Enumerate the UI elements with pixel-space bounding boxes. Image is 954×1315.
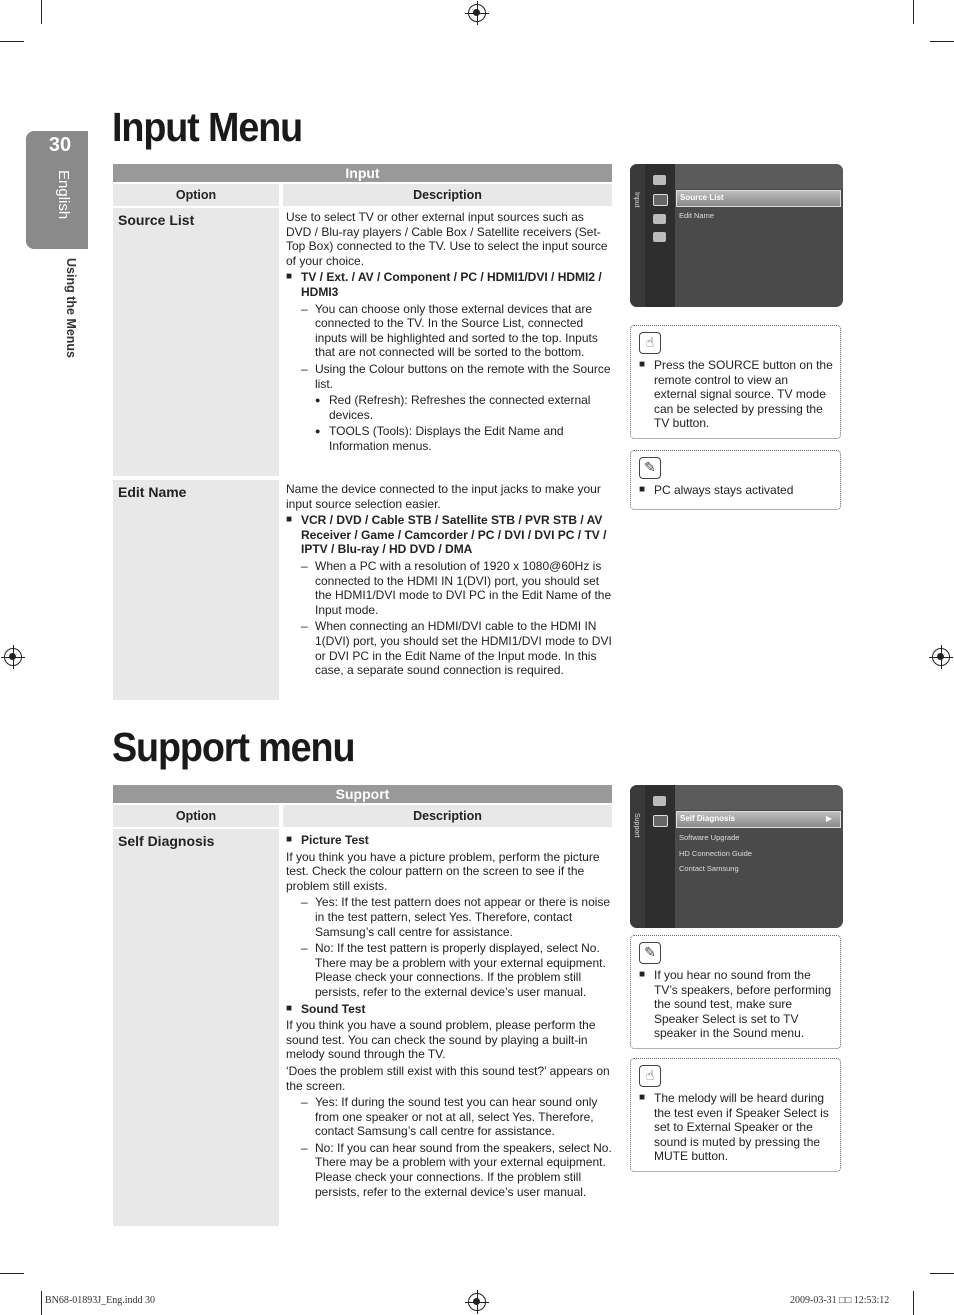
option-cell-source-list [113, 208, 279, 476]
screen-label: Support [633, 813, 640, 838]
picture-test-heading: ■ Picture Test [286, 833, 612, 848]
support-icon [653, 232, 666, 242]
sound-test-heading: ■ Sound Test [286, 1002, 612, 1017]
arrow-right-icon: ▶ [825, 814, 832, 823]
support-note-2-text: ■ The melody will be heard during the test even if Speaker Select is set to External Speaker or the sound is muted by pressing the MUTE button. [639, 1091, 834, 1164]
input-note-2 [630, 450, 841, 510]
option-source-list: Source List [118, 212, 195, 228]
option-header: Option [113, 805, 279, 827]
source-list-red-button: ● Red (Refresh): Refreshes the connected external devices. [286, 393, 612, 422]
edit-name-intro: Name the device connected to the input jacks to make your input source selection easier. [286, 482, 601, 511]
input-menu-screen [630, 164, 843, 307]
sound-test-question: ‘Does the problem still exist with this sound test?’ appears on the screen. [286, 1063, 610, 1093]
section-label: Using the Menus [64, 258, 78, 359]
support-note-1-text: ■ If you hear no sound from the TV’s speakers, before performing the sound test, make sure Speaker Select is set to TV speaker in the Sound menu. [639, 968, 834, 1041]
input-note-1-text: ■ Press the SOURCE button on the remote control to view an external signal source. TV mode can be selected by pressing the TV button. [639, 358, 834, 431]
description-self-diagnosis [286, 831, 612, 1201]
support-icon [653, 815, 668, 827]
input-table [113, 164, 612, 700]
source-list-note-1: – You can choose only those external devices that are connected to the TV. In the Source List, connected inputs will be highlighted and sorted to the top. Inputs that are not connected will be sorted to the bottom. [286, 302, 612, 360]
source-list-note-2: – Using the Colour buttons on the remote with the Source list. [286, 362, 612, 391]
edit-name-devices: ■ VCR / DVD / Cable STB / Satellite STB / PVR STB / AV Receiver / Game / Camcorder / PC / DVI / DVI PC / TV / IPTV / Blu-ray / HD DVD / DMA [286, 513, 612, 557]
description-edit-name [286, 482, 612, 680]
description-header: Description [283, 184, 612, 206]
picture-test-no: – No: If the test pattern is properly displayed, select No. There may be a problem with your external equipment. Please check your connections. If the problem still persists, refer to the external device’s user manual. [286, 941, 612, 999]
picture-test-yes: – Yes: If the test pattern does not appear or there is noise in the test pattern, select Yes. Therefore, contact Samsung’s call centre for assistance. [286, 895, 612, 939]
input-menu-title: Input Menu [112, 104, 303, 150]
support-menu-title: Support menu [112, 724, 355, 770]
registration-mark-bottom [468, 1293, 486, 1311]
hand-icon: ☝ [639, 332, 661, 354]
option-self-diagnosis: Self Diagnosis [118, 833, 215, 849]
note-icon: ✎ [639, 942, 661, 964]
registration-mark-top [468, 4, 486, 22]
edit-name-note-2: – When connecting an HDMI/DVI cable to the HDMI IN 1(DVI) port, you should set the HDMI1/DVI mode to DVI or DVI PC in the Edit Name of the Input mode. In this case, a separate sound connection is required. [286, 619, 612, 677]
screen-label: Input [633, 192, 640, 208]
source-list-inputs: ■ TV / Ext. / AV / Component / PC / HDMI1/DVI / HDMI2 / HDMI3 [286, 270, 612, 299]
description-source-list [286, 210, 612, 456]
sound-test-yes: – Yes: If during the sound test you can hear sound only from one speaker or not at all, select Yes. Therefore, contact Samsung’s call centre for assistance. [286, 1095, 612, 1139]
language-label: English [55, 170, 72, 220]
screen-item-edit-name[interactable]: Edit Name [679, 211, 715, 220]
footer-file: BN68-01893J_Eng.indd 30 [45, 1295, 155, 1306]
option-cell-edit-name [113, 480, 279, 700]
input-note-2-text: ■ PC always stays activated [639, 483, 834, 498]
input-note-1 [630, 325, 841, 439]
registration-mark-left [4, 648, 22, 666]
setup-icon [653, 214, 666, 224]
screen-item-self-diagnosis[interactable]: Self Diagnosis ▶ [676, 811, 841, 828]
description-header: Description [283, 805, 612, 827]
note-icon: ✎ [639, 457, 661, 479]
picture-test-intro: If you think you have a picture problem, perform the picture test. Check the colour pattern on the screen to see if the problem still exists. [286, 849, 600, 893]
hand-icon: ☝ [639, 1065, 661, 1087]
screen-item-software-upgrade[interactable]: Software Upgrade [679, 833, 740, 842]
setup-icon [653, 796, 666, 806]
picture-icon [653, 175, 666, 185]
source-list-intro: Use to select TV or other external input sources such as DVD / Blu-ray players / Cable Box / Satellite receivers (Set-Top Box) connected to the TV. Use to select the input source of your choice. [286, 210, 608, 268]
input-table-title: Input [113, 164, 612, 182]
registration-mark-right [932, 648, 950, 666]
source-list-tools-button: ● TOOLS (Tools): Displays the Edit Name and Information menus. [286, 424, 612, 453]
screen-item-contact-samsung[interactable]: Contact Samsung [679, 864, 739, 873]
support-note-1 [630, 935, 841, 1049]
sound-test-intro: If you think you have a sound problem, please perform the sound test. You can check the sound by playing a built-in melody sound through the TV. [286, 1018, 596, 1062]
footer-timestamp: 2009-03-31 □□ 12:53:12 [790, 1295, 890, 1306]
edit-name-note-1: – When a PC with a resolution of 1920 x 1080@60Hz is connected to the HDMI IN 1(DVI) port, you should set the HDMI1/DVI mode to DVI PC in the Edit Name of the Input mode. [286, 559, 612, 617]
support-table-title: Support [113, 785, 612, 803]
input-icon [653, 194, 668, 206]
support-menu-screen [630, 785, 843, 928]
sound-test-no: – No: If you can hear sound from the speakers, select No. There may be a problem with your external equipment. Please check your connections. If the problem still persists, refer to the external device’s user manual. [286, 1141, 612, 1199]
option-edit-name: Edit Name [118, 484, 187, 500]
support-table [113, 785, 612, 1226]
support-note-2 [630, 1058, 841, 1172]
page-number: 30 [48, 134, 72, 156]
screen-item-source-list[interactable]: Source List [676, 190, 841, 207]
screen-item-hd-connection-guide[interactable]: HD Connection Guide [679, 849, 752, 858]
option-header: Option [113, 184, 279, 206]
option-cell-self-diagnosis [113, 829, 279, 1226]
